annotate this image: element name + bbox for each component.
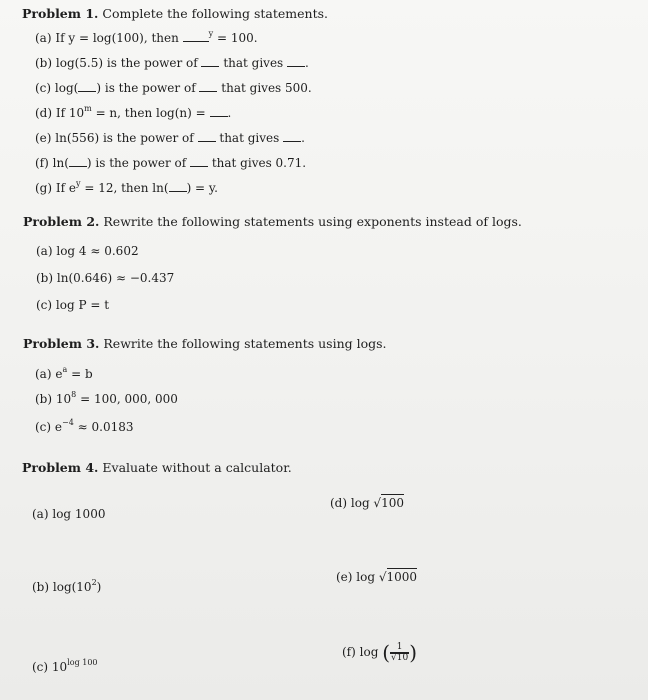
item-label: (f) (342, 645, 356, 659)
item-label: (a) (32, 507, 49, 521)
item-text: If e (55, 181, 76, 195)
radicand: 1000 (386, 570, 418, 584)
item-text: ln(0.646) ≈ −0.437 (56, 271, 175, 285)
item-text: log (359, 645, 379, 659)
superscript: log 100 (67, 658, 98, 667)
problem-3-instruction: Rewrite the following statements using logs. (103, 336, 387, 351)
item-text: = 12, then ln( (84, 181, 169, 195)
problem-2-heading (23, 214, 522, 229)
problem-1-instruction: Complete the following statements. (102, 6, 328, 21)
problem-1a (35, 30, 258, 46)
item-label: (b) (32, 580, 50, 594)
problem-4c (32, 660, 98, 675)
item-label: (b) (35, 392, 53, 406)
item-text: ) = y. (186, 181, 218, 195)
item-label: (d) (330, 496, 348, 510)
problem-1c (35, 80, 312, 96)
item-text: ln(556) is the power of (55, 131, 194, 145)
item-label: (c) (35, 420, 52, 434)
answer-blank (287, 55, 305, 67)
item-text: log(5.5) is the power of (55, 56, 198, 70)
problem-2-instruction: Rewrite the following statements using exponents instead of logs. (103, 214, 522, 229)
superscript: m (84, 104, 92, 113)
item-text: log P = t (55, 298, 110, 312)
problem-3-heading (23, 336, 387, 351)
item-label: (a) (35, 367, 52, 381)
item-label: (f) (35, 156, 49, 170)
item-text: log √ (350, 496, 382, 510)
problem-1-label: Problem 1. (22, 6, 99, 21)
answer-blank (190, 155, 208, 167)
item-text: If 10 (55, 106, 85, 120)
item-text: log √ (356, 570, 387, 584)
problem-4-instruction: Evaluate without a calculator. (102, 460, 292, 475)
answer-blank (69, 155, 87, 167)
item-text: = 100. (217, 31, 258, 45)
fraction-numerator: 1 (390, 643, 409, 653)
fraction (390, 643, 409, 663)
item-base: 10 (55, 392, 72, 406)
problem-4a (32, 507, 105, 522)
superscript: y (75, 179, 81, 188)
problem-4-heading (22, 460, 292, 475)
problem-4e (336, 570, 417, 585)
item-text: . (305, 56, 309, 70)
answer-blank (198, 130, 216, 142)
superscript: 8 (71, 390, 77, 399)
item-text: that gives (219, 131, 280, 145)
item-label: (g) (35, 181, 53, 195)
problem-2a (36, 244, 139, 259)
item-label: (e) (35, 131, 52, 145)
problem-4d (330, 496, 404, 511)
problem-3c (35, 420, 134, 435)
answer-blank (183, 30, 209, 42)
item-text: ≈ 0.0183 (77, 420, 134, 434)
item-base: e (55, 367, 63, 381)
item-label: (c) (32, 660, 49, 674)
item-label: (e) (336, 570, 353, 584)
problem-1-heading (22, 6, 328, 21)
answer-blank (210, 105, 228, 117)
item-text: that gives 500. (221, 81, 312, 95)
radicand: 100 (381, 496, 404, 510)
answer-blank (78, 80, 96, 92)
left-paren: ( (382, 640, 391, 665)
item-label: (a) (35, 31, 52, 45)
problem-1g (35, 180, 218, 196)
item-text: log( (54, 81, 79, 95)
item-text: that gives (223, 56, 284, 70)
item-text: log 4 ≈ 0.602 (56, 244, 139, 258)
answer-blank (169, 180, 187, 192)
item-text: If y = log(100), then (55, 31, 179, 45)
item-label: (b) (36, 271, 54, 285)
item-base: 10 (51, 660, 68, 674)
problem-3b (35, 392, 178, 407)
problem-3a (35, 367, 93, 382)
item-text: . (301, 131, 305, 145)
item-text: log 1000 (52, 507, 106, 521)
item-text: that gives 0.71. (211, 156, 307, 170)
problem-3-label: Problem 3. (23, 336, 100, 351)
problem-2b (36, 271, 174, 286)
answer-blank (201, 55, 219, 67)
superscript: −4 (62, 418, 74, 427)
item-label: (a) (36, 244, 53, 258)
item-label: (c) (36, 298, 53, 312)
item-text: ) (96, 580, 102, 594)
item-text: ) is the power of (96, 81, 196, 95)
problem-1b (35, 55, 309, 71)
superscript: 2 (91, 578, 97, 587)
item-text: = 100, 000, 000 (80, 392, 178, 406)
item-text: = n, then log(n) = (95, 106, 206, 120)
superscript: y (208, 29, 214, 38)
problem-1e (35, 130, 305, 146)
problem-4b (32, 580, 101, 595)
problem-2c (36, 298, 109, 313)
item-label: (d) (35, 106, 53, 120)
item-label: (b) (35, 56, 53, 70)
problem-2-label: Problem 2. (23, 214, 100, 229)
problem-4-label: Problem 4. (22, 460, 99, 475)
item-text: = b (71, 367, 93, 381)
item-text: ) is the power of (86, 156, 187, 170)
superscript: a (62, 365, 68, 374)
item-text: . (227, 106, 232, 120)
item-text: log(10 (52, 580, 92, 594)
fraction-denominator: √10 (391, 652, 409, 663)
problem-4f (342, 640, 417, 665)
problem-1d (35, 105, 231, 121)
item-text: ln( (52, 156, 69, 170)
item-base: e (54, 420, 63, 434)
answer-blank (199, 80, 217, 92)
item-label: (c) (35, 81, 52, 95)
answer-blank (283, 130, 301, 142)
problem-1f (35, 155, 306, 171)
right-paren: ) (409, 640, 418, 665)
